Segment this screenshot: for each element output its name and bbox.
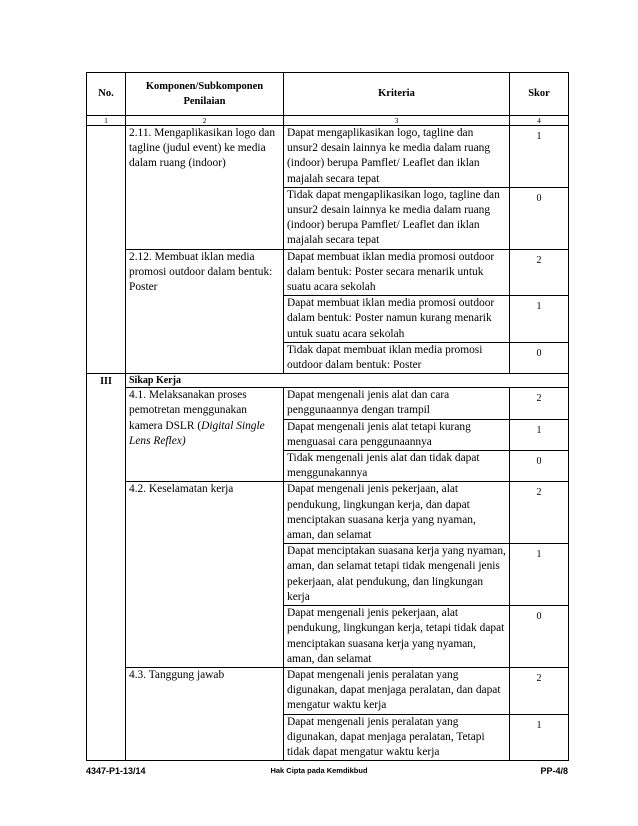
skor-cell: 2 bbox=[510, 388, 569, 419]
table-header-row bbox=[87, 73, 569, 116]
kriteria-cell: Dapat mengaplikasikan logo, tagline dan unsur2 desain lainnya ke media dalam ruang (indoor) berupa Pamflet/ Leaflet dan iklan majalah secara tepat bbox=[284, 126, 510, 188]
komponen-cell bbox=[126, 388, 284, 482]
skor-cell: 2 bbox=[510, 667, 569, 714]
kriteria-cell: Tidak dapat membuat iklan media promosi outdoor dalam bentuk: Poster bbox=[284, 342, 510, 373]
table-row bbox=[87, 482, 569, 544]
no-cell-blank bbox=[87, 126, 126, 374]
kriteria-cell: Tidak dapat mengaplikasikan logo, tagline dan unsur2 desain lainnya ke media dalam ruang (indoor) berupa Pamflet/ Leaflet dan iklan majalah secara tepat bbox=[284, 187, 510, 249]
skor-cell: 2 bbox=[510, 249, 569, 296]
kriteria-cell: Tidak mengenali jenis alat dan tidak dapat menggunakannya bbox=[284, 451, 510, 482]
kriteria-cell: Dapat membuat iklan media promosi outdoor dalam bentuk: Poster secara menarik untuk suatu acara sekolah bbox=[284, 249, 510, 296]
kriteria-cell: Dapat mengenali jenis peralatan yang digunakan, dapat menjaga peralatan, dan dapat mengatur waktu kerja bbox=[284, 667, 510, 714]
col-index-1: 1 bbox=[87, 116, 126, 126]
col-index-2: 2 bbox=[126, 116, 284, 126]
section-row bbox=[87, 374, 569, 388]
column-index-row bbox=[87, 116, 569, 126]
kriteria-cell: Dapat mengenali jenis alat dan cara penggunaannya dengan trampil bbox=[284, 388, 510, 419]
col-index-4: 4 bbox=[510, 116, 569, 126]
header-kriteria: Kriteria bbox=[284, 73, 510, 116]
skor-cell: 2 bbox=[510, 482, 569, 544]
skor-cell: 1 bbox=[510, 419, 569, 450]
kriteria-cell: Dapat mengenali jenis pekerjaan, alat pendukung, lingkungan kerja, tetapi tidak dapat menciptakan suasana kerja yang nyaman, aman, dan selamat bbox=[284, 606, 510, 668]
section-number: III bbox=[87, 374, 126, 761]
skor-cell: 1 bbox=[510, 126, 569, 188]
table-row bbox=[87, 388, 569, 419]
skor-cell: 0 bbox=[510, 187, 569, 249]
komponen-cell: 4.2. Keselamatan kerja bbox=[126, 482, 284, 667]
col-index-3: 3 bbox=[284, 116, 510, 126]
komponen-italic-text: Digital Single Lens Reflex) bbox=[129, 419, 265, 447]
komponen-cell: 2.12. Membuat iklan media promosi outdoor dalam bentuk: Poster bbox=[126, 249, 284, 374]
skor-cell: 0 bbox=[510, 606, 569, 668]
table-row bbox=[87, 126, 569, 188]
komponen-cell: 2.11. Mengaplikasikan logo dan tagline (judul event) ke media dalam ruang (indoor) bbox=[126, 126, 284, 250]
skor-cell: 1 bbox=[510, 714, 569, 761]
section-title: Sikap Kerja bbox=[126, 374, 569, 388]
table-row bbox=[87, 667, 569, 714]
header-komponen: Komponen/Subkomponen Penilaian bbox=[126, 73, 284, 116]
header-skor: Skor bbox=[510, 73, 569, 116]
skor-cell: 1 bbox=[510, 544, 569, 606]
kriteria-cell: Dapat mengenali jenis peralatan yang digunakan, dapat menjaga peralatan, Tetapi tidak dapat mengatur waktu kerja bbox=[284, 714, 510, 761]
skor-cell: 0 bbox=[510, 342, 569, 373]
kriteria-cell: Dapat membuat iklan media promosi outdoor dalam bentuk: Poster namun kurang menarik untuk suatu acara sekolah bbox=[284, 296, 510, 343]
kriteria-cell: Dapat menciptakan suasana kerja yang nyaman, aman, dan selamat tetapi tidak mengenali jenis pekerjaan, alat pendukung, dan lingkungan kerja bbox=[284, 544, 510, 606]
header-no: No. bbox=[87, 73, 126, 116]
assessment-table bbox=[86, 72, 569, 761]
komponen-cell: 4.3. Tanggung jawab bbox=[126, 667, 284, 760]
table-row bbox=[87, 249, 569, 296]
komponen-text: 4.1. Melaksanakan proses pemotretan menggunakan kamera DSLR ( bbox=[129, 389, 247, 432]
skor-cell: 1 bbox=[510, 296, 569, 343]
kriteria-cell: Dapat mengenali jenis alat tetapi kurang menguasai cara penggunaannya bbox=[284, 419, 510, 450]
footer-code: 4347-P1-13/14 bbox=[86, 766, 146, 776]
footer-page-number: PP-4/8 bbox=[540, 766, 568, 776]
skor-cell: 0 bbox=[510, 451, 569, 482]
footer-copyright: Hak Cipta pada Kemdikbud bbox=[270, 766, 368, 775]
kriteria-cell: Dapat mengenali jenis pekerjaan, alat pendukung, lingkungan kerja, dan dapat menciptakan suasana kerja yang nyaman, aman, dan selamat bbox=[284, 482, 510, 544]
